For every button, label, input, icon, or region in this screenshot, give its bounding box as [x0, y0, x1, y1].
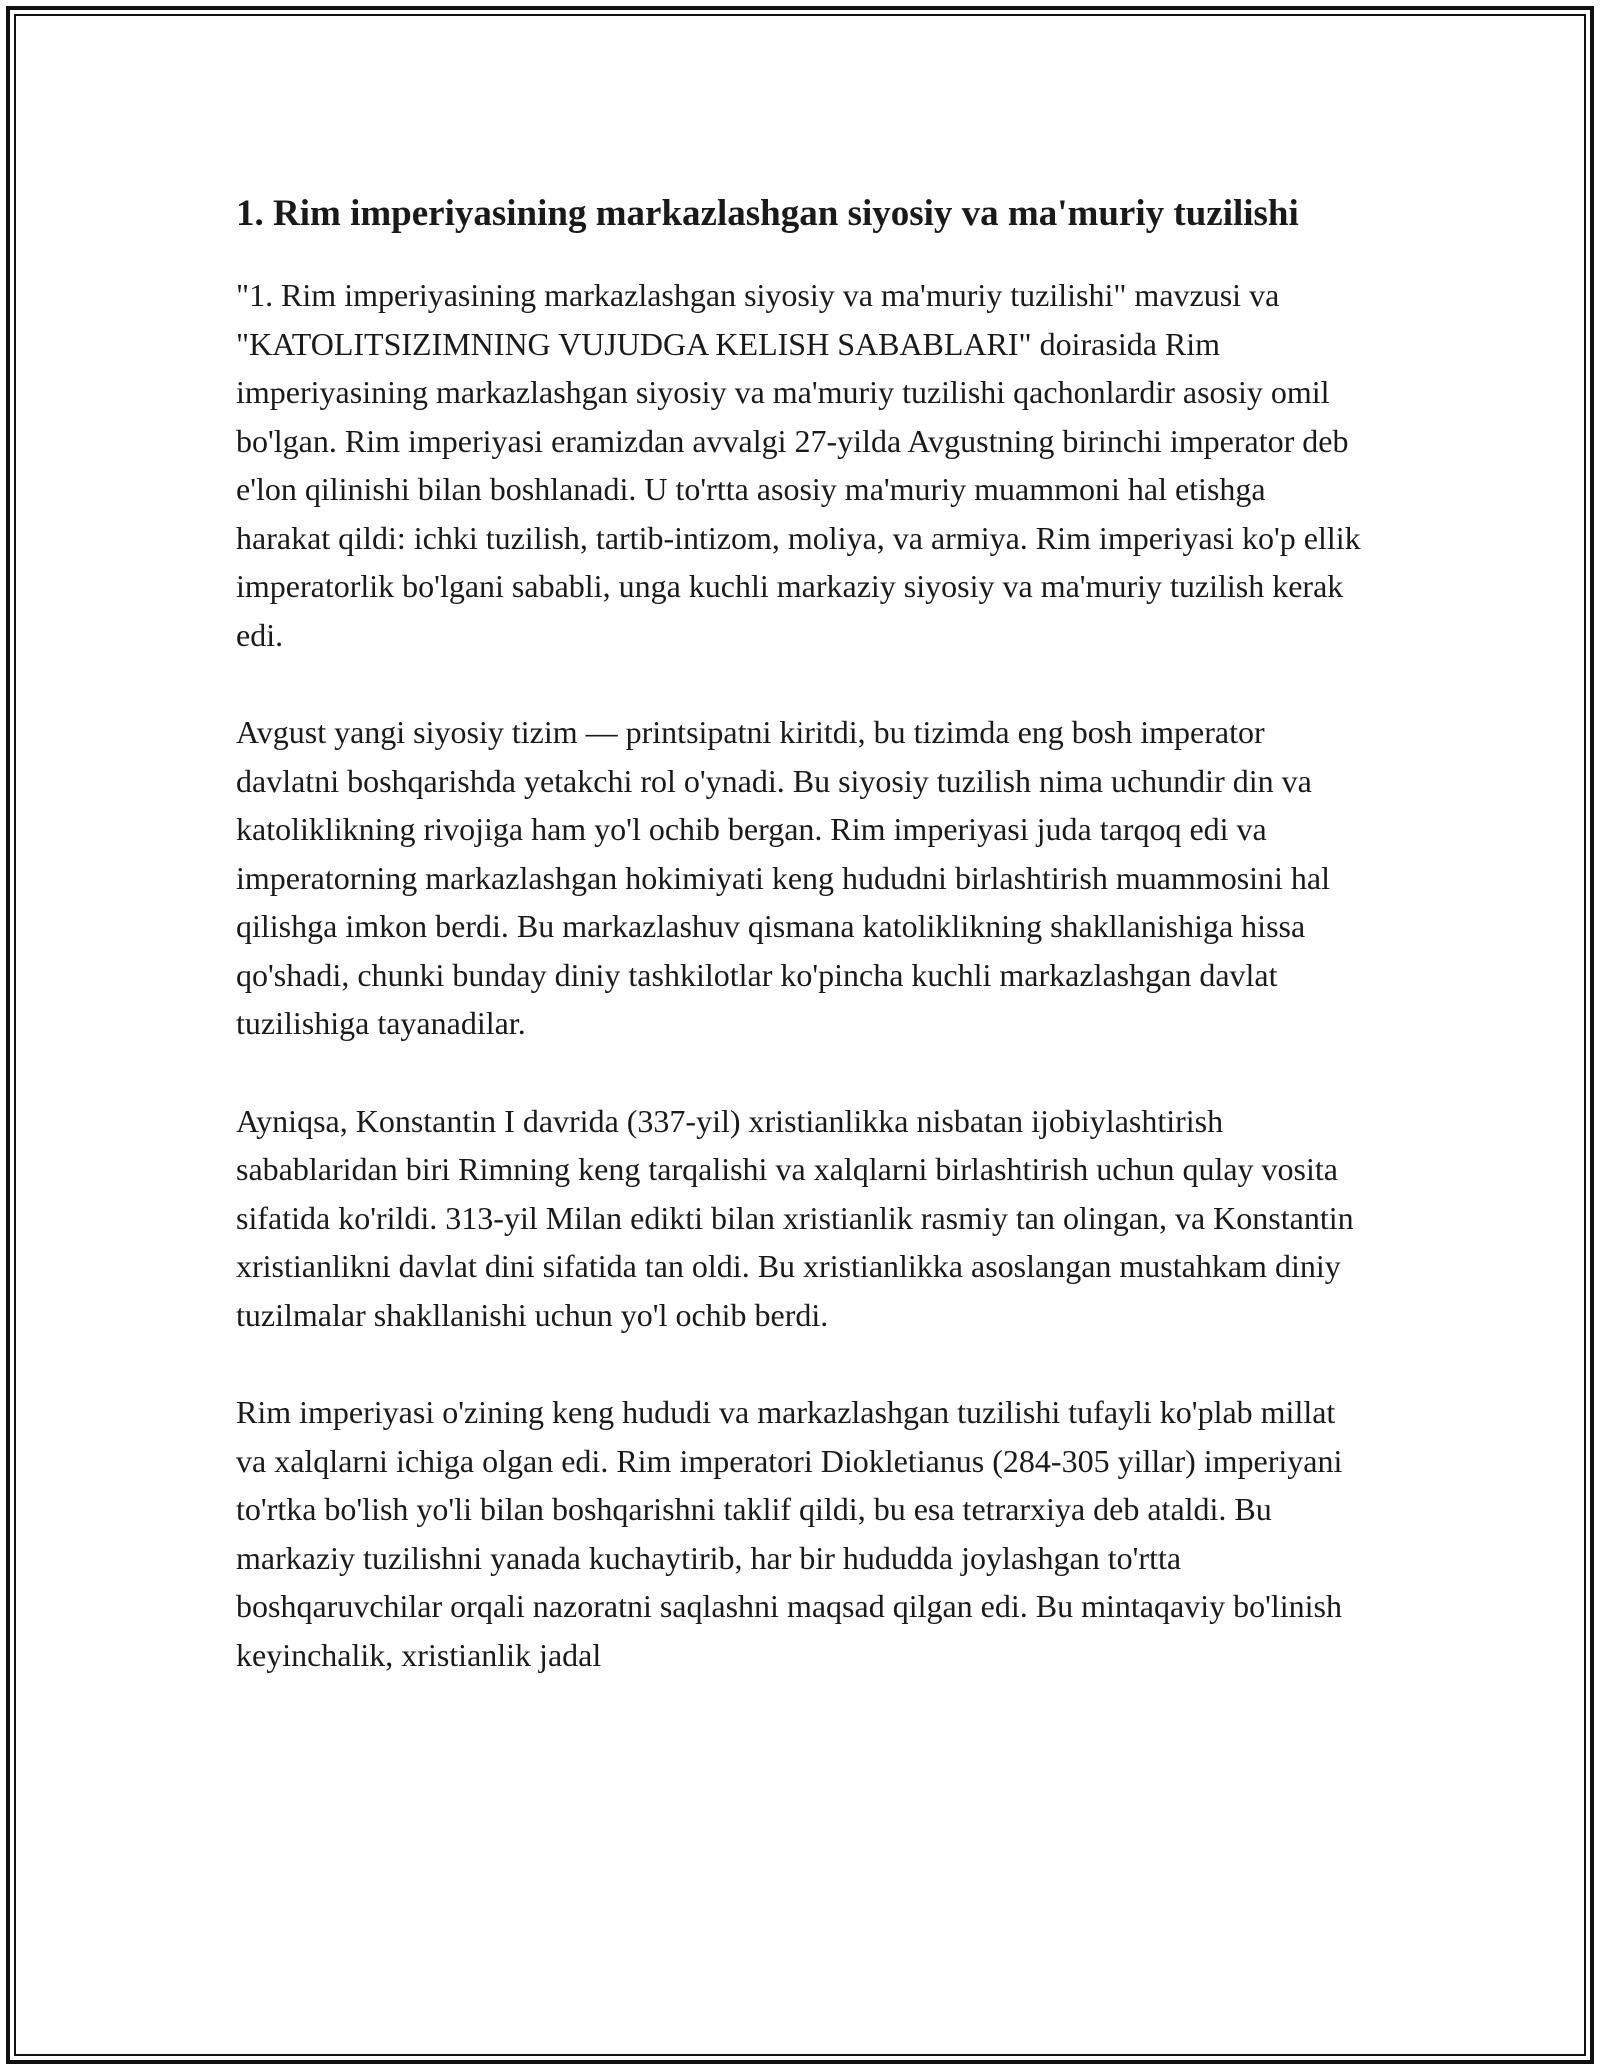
paragraph-1: "1. Rim imperiyasining markazlashgan siyosiy va ma'muriy tuzilishi" mavzusi va "KATOLITSIZIMNING VUJUDGA KELISH SABABLARI" doirasida Rim imperiyasining markazlashgan siyosiy va ma'muriy tuzilishi qachonlardir asosiy omil bo'lgan. Rim imperiyasi eramizdan avvalgi 27-yilda Avgustning birinchi imperator deb e'lon qilinishi bilan boshlanadi. U to'rtta asosiy ma'muriy muammoni hal etishga harakat qildi: ichki tuzilish, tartib-intizom, moliya, va armiya. Rim imperiyasi ko'p ellik imperatorlik bo'lgani sababli, unga kuchli markaziy siyosiy va ma'muriy tuzilish kerak edi. — [236, 277, 1361, 653]
paragraph-2: Avgust yangi siyosiy tizim — printsipatni kiritdi, bu tizimda eng bosh imperator davlatni boshqarishda yetakchi rol o'ynadi. Bu siyosiy tuzilish nima uchundir din va katoliklikning rivojiga ham yo'l ochib bergan. Rim imperiyasi juda tarqoq edi va imperatorning markazlashgan hokimiyati keng hududni birlashtirish muammosini hal qilishga imkon berdi. Bu markazlashuv qismana katoliklikning shakllanishiga hissa qo'shadi, chunki bunday diniy tashkilotlar ko'pincha kuchli markazlashgan davlat tuzilishiga tayanadilar. — [236, 714, 1331, 1041]
paragraph-4: Rim imperiyasi o'zining keng hududi va markazlashgan tuzilishi tufayli ko'plab millat va xalqlarni ichiga olgan edi. Rim imperatori Diokletianus (284-305 yillar) imperiyani to'rtka bo'lish yo'li bilan boshqarishni taklif qildi, bu esa tetrarxiya deb ataldi. Bu markaziy tuzilishni yanada kuchaytirib, har bir hududda joylashgan to'rtta boshqaruvchilar orqali nazoratni saqlashni maqsad qilgan edi. Bu mintaqaviy bo'linish keyinchalik, xristianlik jadal — [236, 1394, 1343, 1673]
document-title: 1. Rim imperiyasining markazlashgan siyosiy va ma'muriy tuzilishi — [236, 193, 1299, 234]
paragraph-3: Ayniqsa, Konstantin I davrida (337-yil) xristianlikka nisbatan ijobiylashtirish sabablaridan biri Rimning keng tarqalishi va xalqlarni birlashtirish uchun qulay vosita sifatida ko'rildi. 313-yil Milan edikti bilan xristianlik rasmiy tan olingan, va Konstantin xristianlikni davlat dini sifatida tan oldi. Bu xristianlikka asoslangan mustahkam diniy tuzilmalar shakllanishi uchun yo'l ochib berdi. — [236, 1102, 1354, 1333]
document-body — [236, 186, 1366, 1728]
